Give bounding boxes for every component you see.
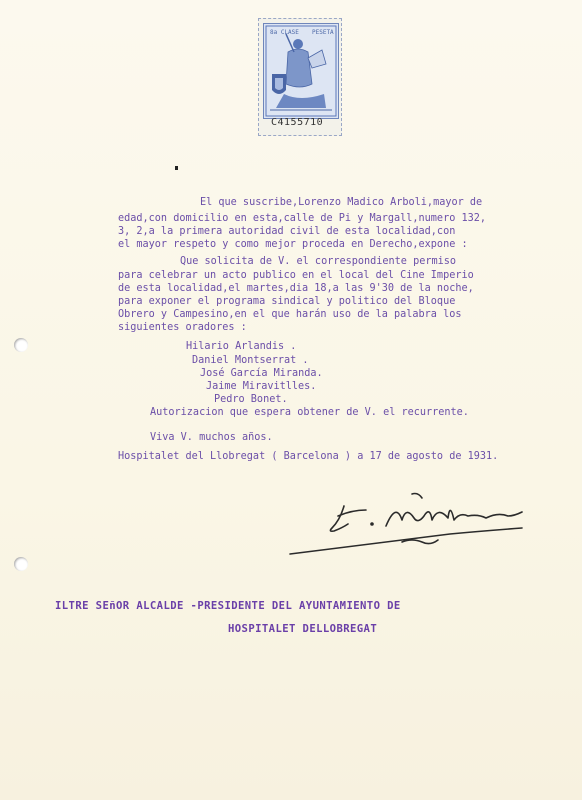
stamp-class-label: 8a CLASE bbox=[270, 29, 299, 36]
speaker-4: Jaime Miravitlles. bbox=[206, 381, 317, 392]
intro-line-2: edad,con domicilio en esta,calle de Pi y Margall,numero 132, bbox=[118, 213, 487, 224]
request-line-1: Que solicita de V. el correspondiente permiso bbox=[180, 256, 457, 267]
request-line-4: para exponer el programa sindical y politico del Bloque bbox=[118, 296, 456, 307]
addressee-line-1: ILTRE SEñOR ALCALDE -PRESIDENTE DEL AYUNTAMIENTO DE bbox=[55, 600, 401, 612]
stamp-serial-number: C4155710 bbox=[271, 117, 324, 128]
stamp-value-label: PESETA bbox=[312, 29, 334, 36]
speaker-2: Daniel Montserrat . bbox=[192, 355, 309, 366]
speaker-3: José García Miranda. bbox=[200, 368, 323, 379]
punch-hole-bottom bbox=[14, 557, 28, 571]
request-line-3: de esta localidad,el martes,dia 18,a las 9'30 de la noche, bbox=[118, 283, 474, 294]
request-line-6: siguientes oradores : bbox=[118, 322, 247, 333]
closing-line: Autorizacion que espera obtener de V. el recurrente. bbox=[150, 407, 469, 418]
revenue-stamp bbox=[258, 18, 342, 136]
punch-hole-top bbox=[14, 338, 28, 352]
place-date-line: Hospitalet del Llobregat ( Barcelona ) a 17 de agosto de 1931. bbox=[118, 451, 499, 462]
addressee-line-2: HOSPITALET DELLOBREGAT bbox=[228, 623, 378, 635]
intro-line-4: el mayor respeto y como mejor proceda en Derecho,expone : bbox=[118, 239, 468, 250]
speaker-1: Hilario Arlandis . bbox=[186, 341, 297, 352]
request-line-2: para celebrar un acto publico en el local del Cine Imperio bbox=[118, 270, 474, 281]
ink-mark bbox=[175, 166, 178, 170]
stamp-allegory-figure bbox=[264, 24, 338, 118]
stamp-image bbox=[263, 23, 339, 119]
handwritten-signature bbox=[282, 476, 532, 566]
salutation-line: Viva V. muchos años. bbox=[150, 432, 273, 443]
request-line-5: Obrero y Campesino,en el que harán uso de la palabra los bbox=[118, 309, 462, 320]
intro-line-3: 3, 2,a la primera autoridad civil de esta localidad,con bbox=[118, 226, 456, 237]
speaker-5: Pedro Bonet. bbox=[214, 394, 288, 405]
intro-line-1: El que suscribe,Lorenzo Madico Arboli,mayor de bbox=[200, 197, 483, 208]
